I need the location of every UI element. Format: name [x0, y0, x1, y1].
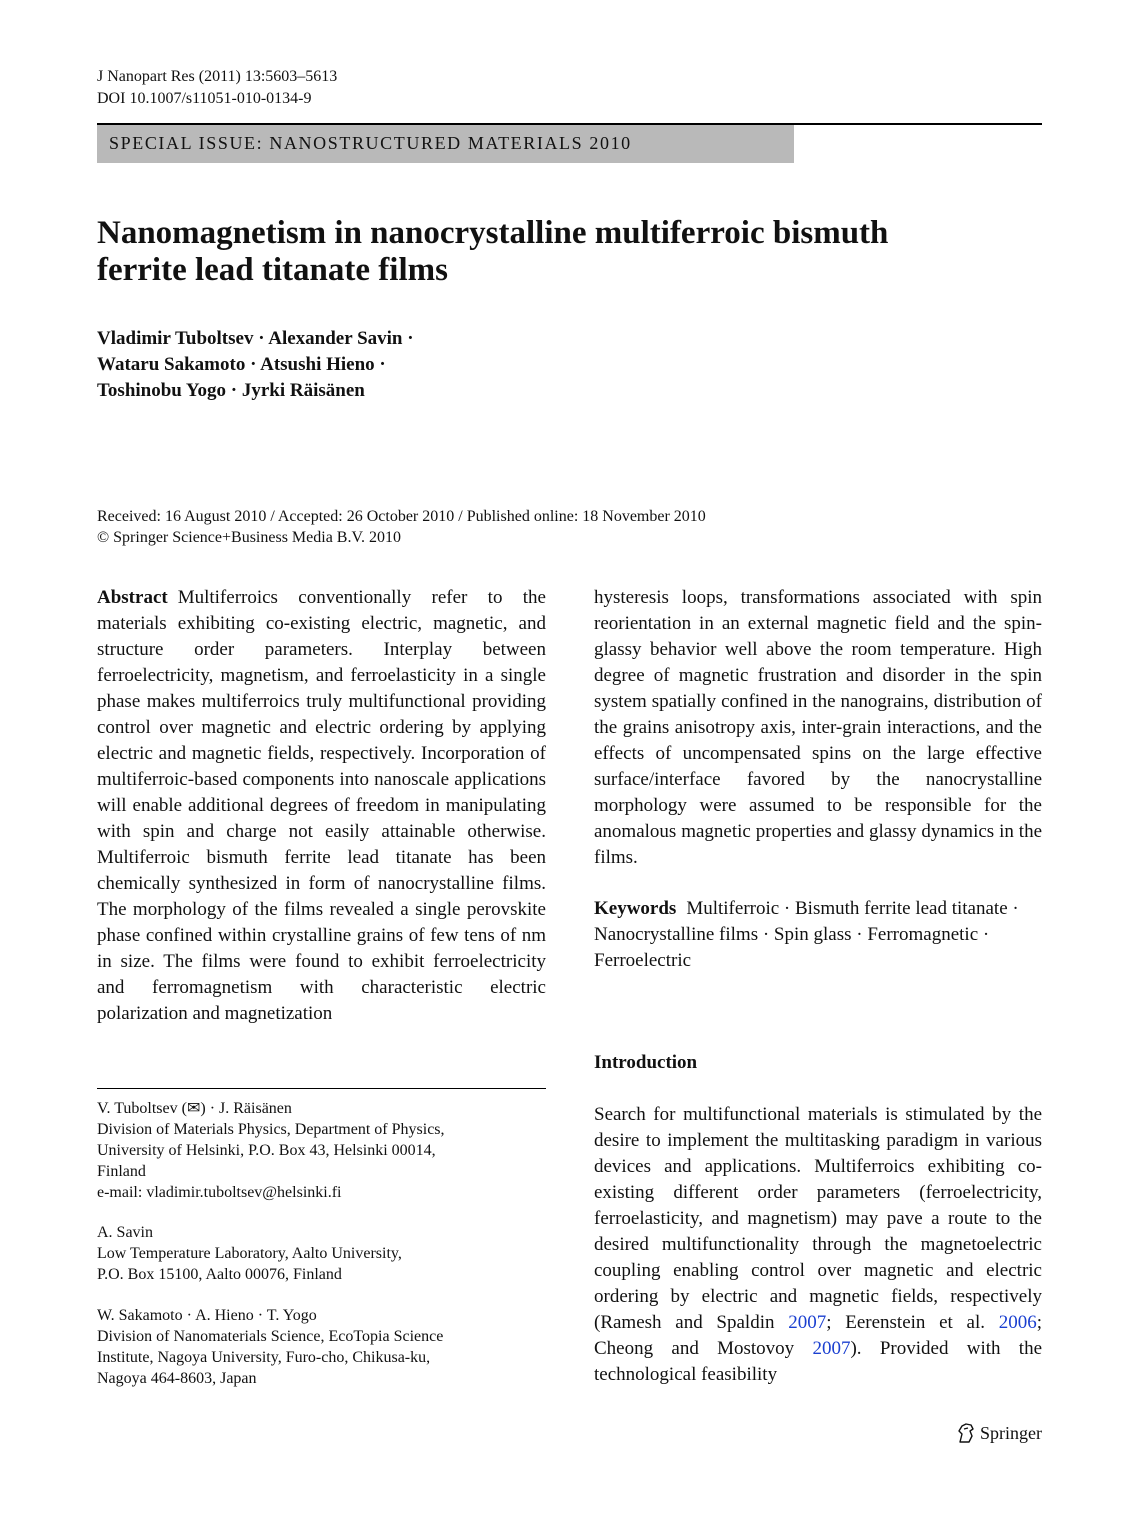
intro-separator: ; Eerenstein et al. — [826, 1312, 986, 1333]
affiliation-line: Division of Materials Physics, Department of Physics, — [97, 1121, 445, 1138]
springer-wordmark: Springer — [980, 1422, 1042, 1443]
author-list — [97, 326, 414, 404]
abstract-text-right: hysteresis loops, transformations associated with spin reorientation in an external magnetic field and the spin-glassy behavior well above the room temperature. High degree of magnetic frustration and disorder in the spin system spatially confined in the nanograins, distribution of the grains anisotropy axis, inter-grain interactions, and the effects of uncompensated spins on the large effective surface/interface favored by the nanocrystalline morphology were assumed to be responsible for the anomalous magnetic properties and glassy dynamics in the films. — [594, 587, 1042, 868]
intro-separator: ; Cheong and Mostovoy — [594, 1312, 1043, 1359]
springer-logo — [956, 1422, 1042, 1444]
authors-line-2: Wataru Sakamoto · Atsushi Hieno · — [97, 354, 386, 375]
title-line-2: ferrite lead titanate films — [97, 252, 448, 288]
doi: DOI 10.1007/s11051-010-0134-9 — [97, 90, 312, 107]
title-line-1: Nanomagnetism in nanocrystalline multiferroic bismuth — [97, 215, 889, 251]
keywords-text: Multiferroic · Bismuth ferrite lead titanate · Nanocrystalline films · Spin glass · Ferromagnetic · Ferroelectric — [594, 898, 1019, 971]
affiliation-line: Finland — [97, 1163, 146, 1180]
affiliation-line: Institute, Nagoya University, Furo-cho, Chikusa-ku, — [97, 1349, 431, 1366]
special-issue-banner — [97, 125, 794, 163]
affiliation-1 — [97, 1098, 546, 1203]
special-issue-label: SPECIAL ISSUE: NANOSTRUCTURED MATERIALS 2010 — [109, 133, 632, 153]
affiliation-line: Low Temperature Laboratory, Aalto University, — [97, 1245, 402, 1262]
affiliation-line: Division of Nanomaterials Science, EcoTopia Science — [97, 1328, 444, 1345]
authors-line-1: Vladimir Tuboltsev · Alexander Savin · — [97, 328, 414, 349]
journal-citation: J Nanopart Res (2011) 13:5603–5613 — [97, 68, 338, 85]
abstract-right — [594, 585, 1042, 871]
citation-link[interactable]: 2007 — [788, 1312, 827, 1333]
intro-tail: ). Provided with the technological feasibility — [594, 1338, 1043, 1385]
keywords-label: Keywords — [594, 898, 677, 919]
intro-text: Search for multifunctional materials is stimulated by the desire to implement the multitasking paradigm in various devices and applications. Multiferroics exhibiting co-existing different order parameters (ferroelectricity, ferroelasticity, and magnetism) may pave a route to the desired multifunctionality through the magnetoelectric coupling enabling control over magnetic and electric ordering by electric and magnetic fields, respectively (Ramesh and Spaldin — [594, 1104, 1042, 1333]
history-dates: Received: 16 August 2010 / Accepted: 26 October 2010 / Published online: 18 November 2010 — [97, 508, 706, 525]
affiliation-3 — [97, 1305, 546, 1389]
springer-horse-icon — [956, 1422, 976, 1444]
affiliation-names: W. Sakamoto · A. Hieno · T. Yogo — [97, 1307, 317, 1324]
abstract-left — [97, 585, 546, 1027]
affiliation-names: V. Tuboltsev (✉) · J. Räisänen — [97, 1100, 292, 1117]
citation-link[interactable]: 2006 — [998, 1312, 1037, 1333]
paper-title — [97, 215, 997, 289]
copyright: © Springer Science+Business Media B.V. 2010 — [97, 529, 401, 546]
affiliation-line: P.O. Box 15100, Aalto 00076, Finland — [97, 1266, 342, 1283]
introduction-body — [594, 1102, 1042, 1388]
author-email: e-mail: vladimir.tuboltsev@helsinki.fi — [97, 1184, 342, 1201]
publication-dates — [97, 506, 706, 548]
affiliation-line: Nagoya 464-8603, Japan — [97, 1370, 257, 1387]
abstract-text-left: Multiferroics conventionally refer to the materials exhibiting co-existing electric, magnetic, and structure order parameters. Interplay between ferroelectricity, magnetism, and ferroelasticity in a single phase makes multiferroics truly multifunctional providing control over magnetic and electric ordering by applying electric and magnetic fields, respectively. Incorporation of multiferroic-based components into nanoscale applications will enable additional degrees of freedom in manipulating with spin and charge not easily attainable otherwise. Multiferroic bismuth ferrite lead titanate has been chemically synthesized in form of nanocrystalline films. The morphology of the films revealed a single perovskite phase confined within crystalline grains of few tens of nm in size. The films were found to exhibit ferroelectricity and ferromagnetism with characteristic electric polarization and magnetization — [97, 587, 546, 1024]
affiliation-2 — [97, 1222, 546, 1285]
affiliation-names: A. Savin — [97, 1224, 153, 1241]
keywords — [594, 896, 1042, 974]
affiliation-rule — [97, 1088, 546, 1089]
introduction-heading: Introduction — [594, 1052, 698, 1073]
citation-link[interactable]: 2007 — [812, 1338, 851, 1359]
abstract-label: Abstract — [97, 587, 168, 608]
affiliation-line: University of Helsinki, P.O. Box 43, Helsinki 00014, — [97, 1142, 436, 1159]
authors-line-3: Toshinobu Yogo · Jyrki Räisänen — [97, 380, 365, 401]
